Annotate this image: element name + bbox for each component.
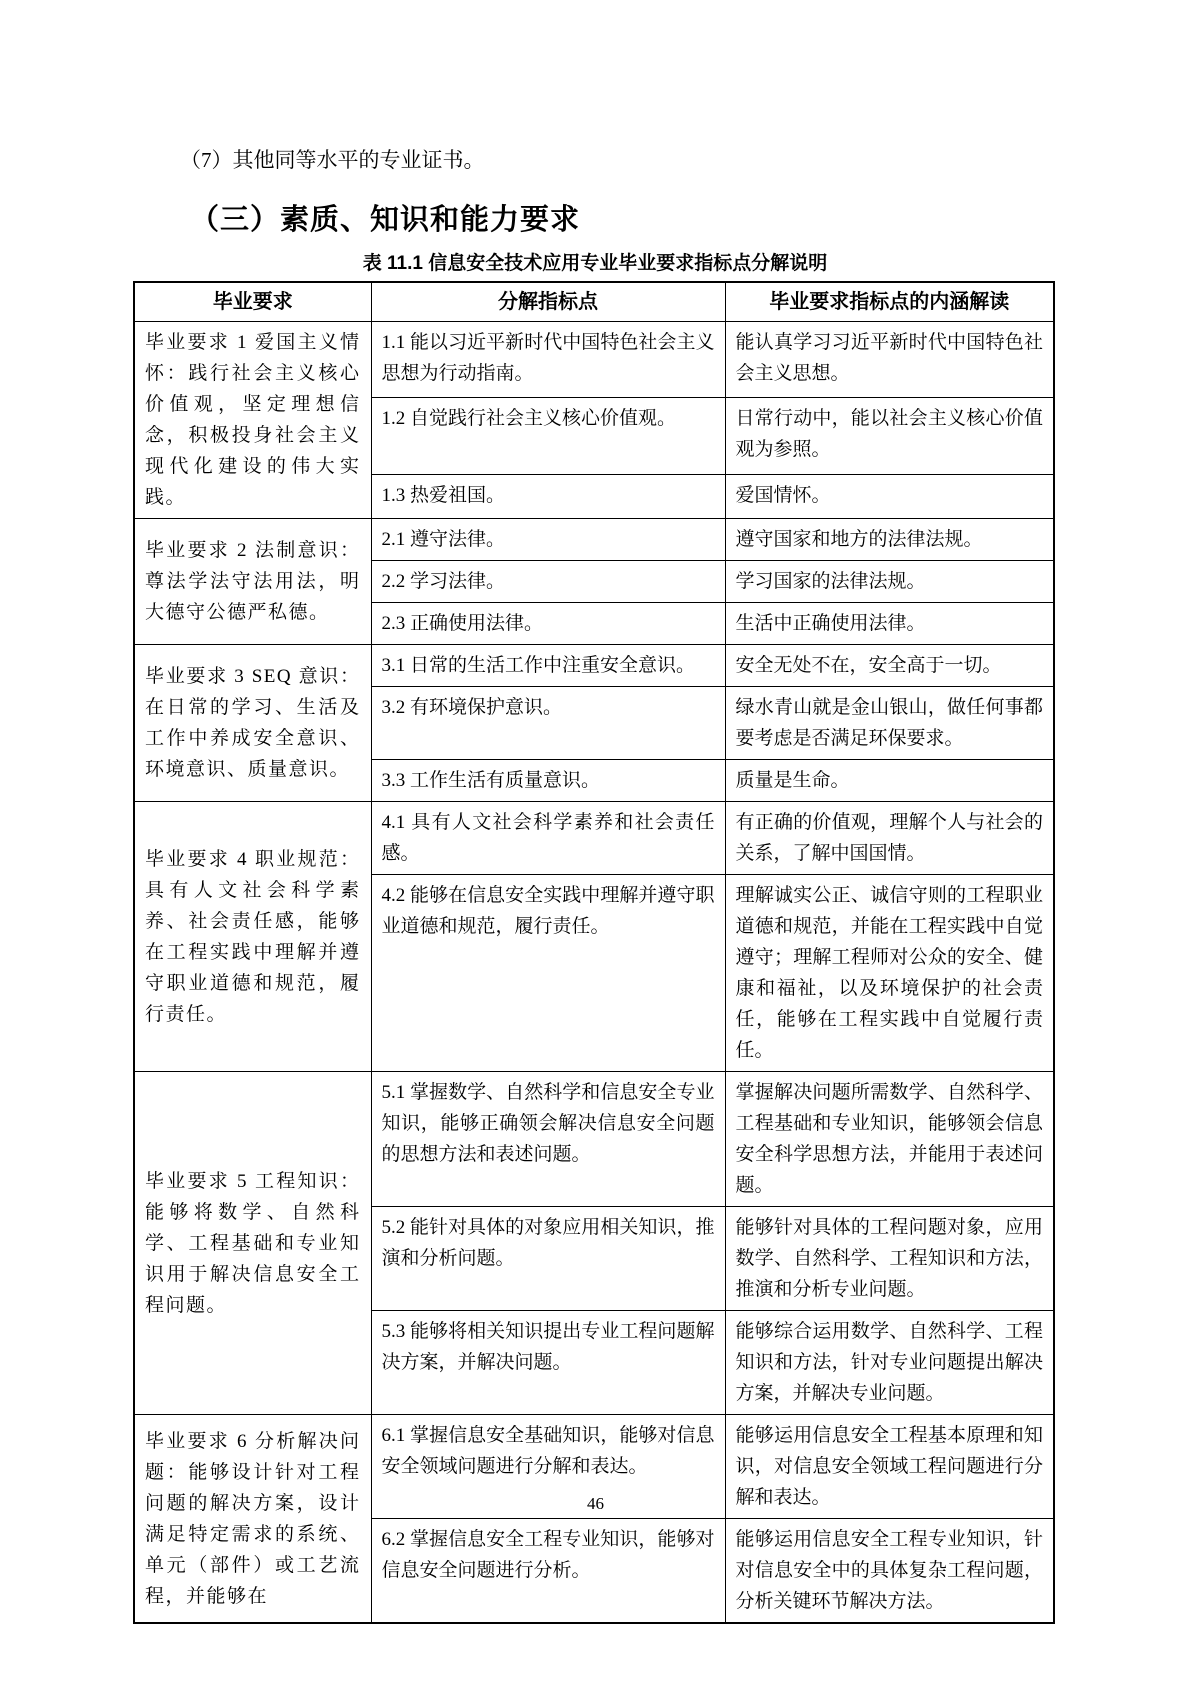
graduation-requirements-table [133,281,1055,1624]
interpretation-cell: 有正确的价值观，理解个人与社会的关系，了解中国国情。 [725,802,1054,875]
requirement-cell-2: 毕业要求 2 法制意识：尊法学法守法用法，明大德守公德严私德。 [134,519,371,645]
indicator-cell: 6.2 掌握信息安全工程专业知识，能够对信息安全问题进行分析。 [371,1519,725,1624]
interpretation-cell: 能够针对具体的工程问题对象，应用数学、自然科学、工程知识和方法，推演和分析专业问题。 [725,1207,1054,1311]
requirement-cell-4: 毕业要求 4 职业规范：具有人文社会科学素养、社会责任感，能够在工程实践中理解并遵守职业道德和规范，履行责任。 [134,802,371,1072]
indicator-cell: 5.2 能针对具体的对象应用相关知识，推演和分析问题。 [371,1207,725,1311]
col-header-indicator: 分解指标点 [371,282,725,322]
interpretation-cell: 遵守国家和地方的法律法规。 [725,519,1054,561]
requirement-cell-3: 毕业要求 3 SEQ 意识：在日常的学习、生活及工作中养成安全意识、环境意识、质量意识。 [134,645,371,802]
paragraph-item-7: （7）其他同等水平的专业证书。 [180,148,485,172]
requirement-cell-1: 毕业要求 1 爱国主义情怀：践行社会主义核心价值观，坚定理想信念，积极投身社会主义现代化建设的伟大实践。 [134,322,371,519]
indicator-cell: 1.3 热爱祖国。 [371,474,725,518]
interpretation-cell: 能认真学习习近平新时代中国特色社会主义思想。 [725,322,1054,398]
interpretation-cell: 掌握解决问题所需数学、自然科学、工程基础和专业知识，能够领会信息安全科学思想方法，并能用于表述问题。 [725,1072,1054,1207]
interpretation-cell: 爱国情怀。 [725,474,1054,518]
table-row [134,1072,1054,1207]
col-header-requirement: 毕业要求 [134,282,371,322]
indicator-cell: 4.1 具有人文社会科学素养和社会责任感。 [371,802,725,875]
interpretation-cell: 能够运用信息安全工程基本原理和知识，对信息安全领域工程问题进行分解和表达。 [725,1415,1054,1519]
indicator-cell: 4.2 能够在信息安全实践中理解并遵守职业道德和规范，履行责任。 [371,875,725,1072]
interpretation-cell: 日常行动中，能以社会主义核心价值观为参照。 [725,398,1054,474]
interpretation-cell: 安全无处不在，安全高于一切。 [725,645,1054,687]
indicator-cell: 5.1 掌握数学、自然科学和信息安全专业知识，能够正确领会解决信息安全问题的思想方法和表述问题。 [371,1072,725,1207]
table-header-row [134,282,1054,322]
table-row [134,519,1054,561]
indicator-cell: 5.3 能够将相关知识提出专业工程问题解决方案，并解决问题。 [371,1311,725,1415]
table-caption: 表 11.1 信息安全技术应用专业毕业要求指标点分解说明 [362,253,828,274]
page-number: 46 [587,1494,604,1513]
indicator-cell: 1.1 能以习近平新时代中国特色社会主义思想为行动指南。 [371,322,725,398]
interpretation-cell: 能够运用信息安全工程专业知识，针对信息安全中的具体复杂工程问题，分析关键环节解决方法。 [725,1519,1054,1624]
col-header-interpretation: 毕业要求指标点的内涵解读 [725,282,1054,322]
indicator-cell: 2.1 遵守法律。 [371,519,725,561]
indicator-cell: 3.2 有环境保护意识。 [371,687,725,760]
interpretation-cell: 绿水青山就是金山银山，做任何事都要考虑是否满足环保要求。 [725,687,1054,760]
indicator-cell: 2.3 正确使用法律。 [371,603,725,645]
indicator-cell: 2.2 学习法律。 [371,561,725,603]
indicator-cell: 3.3 工作生活有质量意识。 [371,760,725,802]
interpretation-cell: 学习国家的法律法规。 [725,561,1054,603]
interpretation-cell: 生活中正确使用法律。 [725,603,1054,645]
table-row [134,802,1054,875]
table-row [134,645,1054,687]
section-heading: （三）素质、知识和能力要求 [190,204,581,236]
indicator-cell: 6.1 掌握信息安全基础知识，能够对信息安全领域问题进行分解和表达。 [371,1415,725,1519]
indicator-cell: 3.1 日常的生活工作中注重安全意识。 [371,645,725,687]
requirement-cell-5: 毕业要求 5 工程知识：能够将数学、自然科学、工程基础和专业知识用于解决信息安全工程问题。 [134,1072,371,1415]
requirement-cell-6: 毕业要求 6 分析解决问题：能够设计针对工程问题的解决方案，设计满足特定需求的系统、单元（部件）或工艺流程，并能够在 [134,1415,371,1624]
interpretation-cell: 质量是生命。 [725,760,1054,802]
interpretation-cell: 能够综合运用数学、自然科学、工程知识和方法，针对专业问题提出解决方案，并解决专业问题。 [725,1311,1054,1415]
interpretation-cell: 理解诚实公正、诚信守则的工程职业道德和规范，并能在工程实践中自觉遵守；理解工程师对公众的安全、健康和福祉，以及环境保护的社会责任，能够在工程实践中自觉履行责任。 [725,875,1054,1072]
indicator-cell: 1.2 自觉践行社会主义核心价值观。 [371,398,725,474]
table-row [134,322,1054,398]
